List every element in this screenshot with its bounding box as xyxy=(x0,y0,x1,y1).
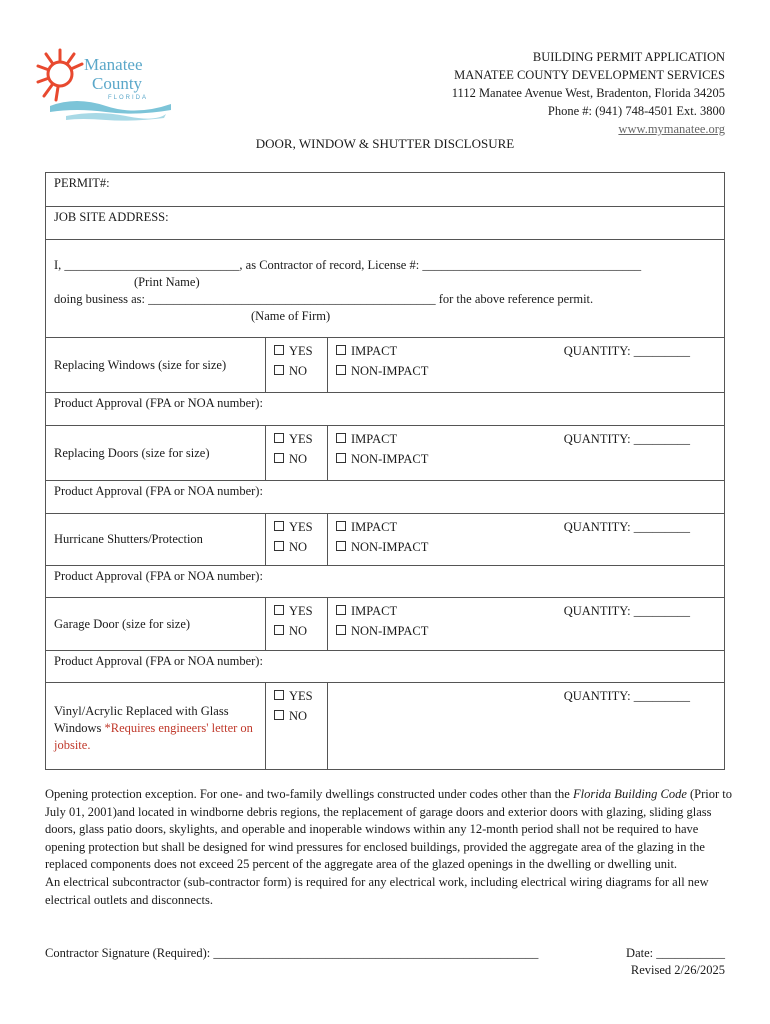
yes-no-options xyxy=(266,598,328,650)
document-title: DOOR, WINDOW & SHUTTER DISCLOSURE xyxy=(255,136,515,151)
item-label: Garage Door (size for size) xyxy=(46,598,266,650)
electrical-paragraph: An electrical subcontractor (sub-contractor form) is required for any electrical work, including electrical wiring diagrams for all new electrical outlets and disconnects. xyxy=(45,874,709,907)
header-line: Phone #: (941) 748-4501 Ext. 3800 xyxy=(547,104,725,118)
product-approval-label: Product Approval (FPA or NOA number): xyxy=(54,654,263,668)
permit-label: PERMIT#: xyxy=(54,176,110,190)
address-row[interactable] xyxy=(46,207,724,240)
header-block xyxy=(452,48,725,138)
checkbox-icon xyxy=(274,365,284,375)
item-label: Replacing Doors (size for size) xyxy=(46,426,266,480)
product-approval-row[interactable] xyxy=(46,566,724,598)
yes-no-options xyxy=(266,514,328,565)
checkbox-icon xyxy=(274,605,284,615)
exception-paragraph: Opening protection exception. For one- and two-family dwellings constructed under codes other than the Florida Building Code (Prior to July 01, 2001)and located in windborne debris regions, the replacement of garage doors and exterior doors with glazing, sliding glass doors, glass patio doors, skylights, and operable and inoperable windows within any 12-month period shall not be required to have opening protection but shall be designed for wind pressures for enclosed buildings, provided the aggregate area of the glazing in the replaced components does not exceed 25 percent of the aggregate area of the glazed openings in the dwelling or dwelling unit. xyxy=(45,787,733,872)
yes-checkbox[interactable]: YES xyxy=(274,517,327,537)
non-impact-checkbox[interactable]: NON-IMPACT xyxy=(336,449,724,469)
no-checkbox[interactable]: NO xyxy=(274,706,327,726)
checkbox-icon xyxy=(274,690,284,700)
impact-options xyxy=(328,426,724,480)
checkbox-icon xyxy=(336,345,346,355)
yes-checkbox[interactable]: YES xyxy=(274,686,327,706)
checkbox-icon xyxy=(274,345,284,355)
impact-options xyxy=(328,338,724,392)
yes-checkbox[interactable]: YES xyxy=(274,341,327,361)
revision-date: Revised 2/26/2025 xyxy=(630,963,725,977)
checkbox-icon xyxy=(274,453,284,463)
yes-checkbox[interactable]: YES xyxy=(274,601,327,621)
no-checkbox[interactable]: NO xyxy=(274,537,327,557)
contractor-line: I, ____________________________, as Contractor of record, License #: ___________________________________ xyxy=(54,258,642,272)
checkbox-icon xyxy=(274,541,284,551)
vinyl-acrylic-row xyxy=(46,683,724,769)
doors-row xyxy=(46,426,724,481)
product-approval-label: Product Approval (FPA or NOA number): xyxy=(54,569,263,583)
product-approval-label: Product Approval (FPA or NOA number): xyxy=(54,396,263,410)
firm-name-caption: (Name of Firm) xyxy=(251,309,331,323)
checkbox-icon xyxy=(336,605,346,615)
svg-text:Manatee: Manatee xyxy=(84,55,143,74)
quantity-cell xyxy=(328,683,724,769)
yes-no-options xyxy=(266,338,328,392)
no-checkbox[interactable]: NO xyxy=(274,621,327,641)
header-line: 1112 Manatee Avenue West, Bradenton, Florida 34205 xyxy=(451,86,725,100)
checkbox-icon xyxy=(274,625,284,635)
product-approval-label: Product Approval (FPA or NOA number): xyxy=(54,484,263,498)
signature-line xyxy=(45,946,725,961)
checkbox-icon xyxy=(274,521,284,531)
dba-line: doing business as: ______________________________________________ for the above reference permit. xyxy=(54,292,594,306)
item-label: Vinyl/Acrylic Replaced with Glass Windows xyxy=(54,704,229,735)
permit-row[interactable] xyxy=(46,173,724,207)
impact-options xyxy=(328,598,724,650)
non-impact-checkbox[interactable]: NON-IMPACT xyxy=(336,621,724,641)
shutters-row xyxy=(46,514,724,566)
manatee-county-logo xyxy=(36,44,176,126)
address-label: JOB SITE ADDRESS: xyxy=(54,210,169,224)
sun-logo-icon xyxy=(36,44,176,126)
impact-options xyxy=(328,514,724,565)
quantity-field[interactable]: QUANTITY: _________ xyxy=(563,520,690,534)
checkbox-icon xyxy=(336,541,346,551)
item-label: Hurricane Shutters/Protection xyxy=(46,514,266,565)
product-approval-row[interactable] xyxy=(46,481,724,514)
item-label: Replacing Windows (size for size) xyxy=(46,338,266,392)
product-approval-row[interactable] xyxy=(46,393,724,426)
quantity-field[interactable]: QUANTITY: _________ xyxy=(563,604,690,618)
checkbox-icon xyxy=(274,710,284,720)
quantity-field[interactable]: QUANTITY: _________ xyxy=(563,689,690,703)
print-name-caption: (Print Name) xyxy=(134,275,200,289)
checkbox-icon xyxy=(336,521,346,531)
date-field[interactable]: Date: ___________ xyxy=(626,946,725,960)
yes-no-options xyxy=(266,426,328,480)
non-impact-checkbox[interactable]: NON-IMPACT xyxy=(336,361,724,381)
checkbox-icon xyxy=(336,433,346,443)
header-line: BUILDING PERMIT APPLICATION xyxy=(532,50,725,64)
windows-row xyxy=(46,338,724,393)
impact-checkbox[interactable]: IMPACT xyxy=(336,429,724,449)
website-link[interactable]: www.mymanatee.org xyxy=(618,122,725,136)
svg-text:County: County xyxy=(92,74,143,93)
impact-checkbox[interactable]: IMPACT xyxy=(336,601,724,621)
checkbox-icon xyxy=(336,453,346,463)
header-line: MANATEE COUNTY DEVELOPMENT SERVICES xyxy=(454,68,725,82)
contractor-row[interactable] xyxy=(46,240,724,338)
checkbox-icon xyxy=(336,365,346,375)
quantity-field[interactable]: QUANTITY: _________ xyxy=(563,344,690,358)
no-checkbox[interactable]: NO xyxy=(274,361,327,381)
engineer-letter-note: *Requires engineers' letter on jobsite. xyxy=(54,721,253,752)
product-approval-row[interactable] xyxy=(46,651,724,683)
signature-field[interactable]: Contractor Signature (Required): ____________________________________________________ xyxy=(45,946,539,960)
yes-checkbox[interactable]: YES xyxy=(274,429,327,449)
non-impact-checkbox[interactable]: NON-IMPACT xyxy=(336,537,724,557)
checkbox-icon xyxy=(336,625,346,635)
svg-text:FLORIDA: FLORIDA xyxy=(108,95,149,101)
disclosure-form xyxy=(45,172,725,770)
yes-no-options xyxy=(266,683,328,769)
no-checkbox[interactable]: NO xyxy=(274,449,327,469)
impact-checkbox[interactable]: IMPACT xyxy=(336,517,724,537)
vinyl-label-cell xyxy=(46,683,266,769)
garage-door-row xyxy=(46,598,724,651)
quantity-field[interactable]: QUANTITY: _________ xyxy=(563,432,690,446)
exception-note xyxy=(45,786,735,909)
impact-checkbox[interactable]: IMPACT xyxy=(336,341,724,361)
checkbox-icon xyxy=(274,433,284,443)
